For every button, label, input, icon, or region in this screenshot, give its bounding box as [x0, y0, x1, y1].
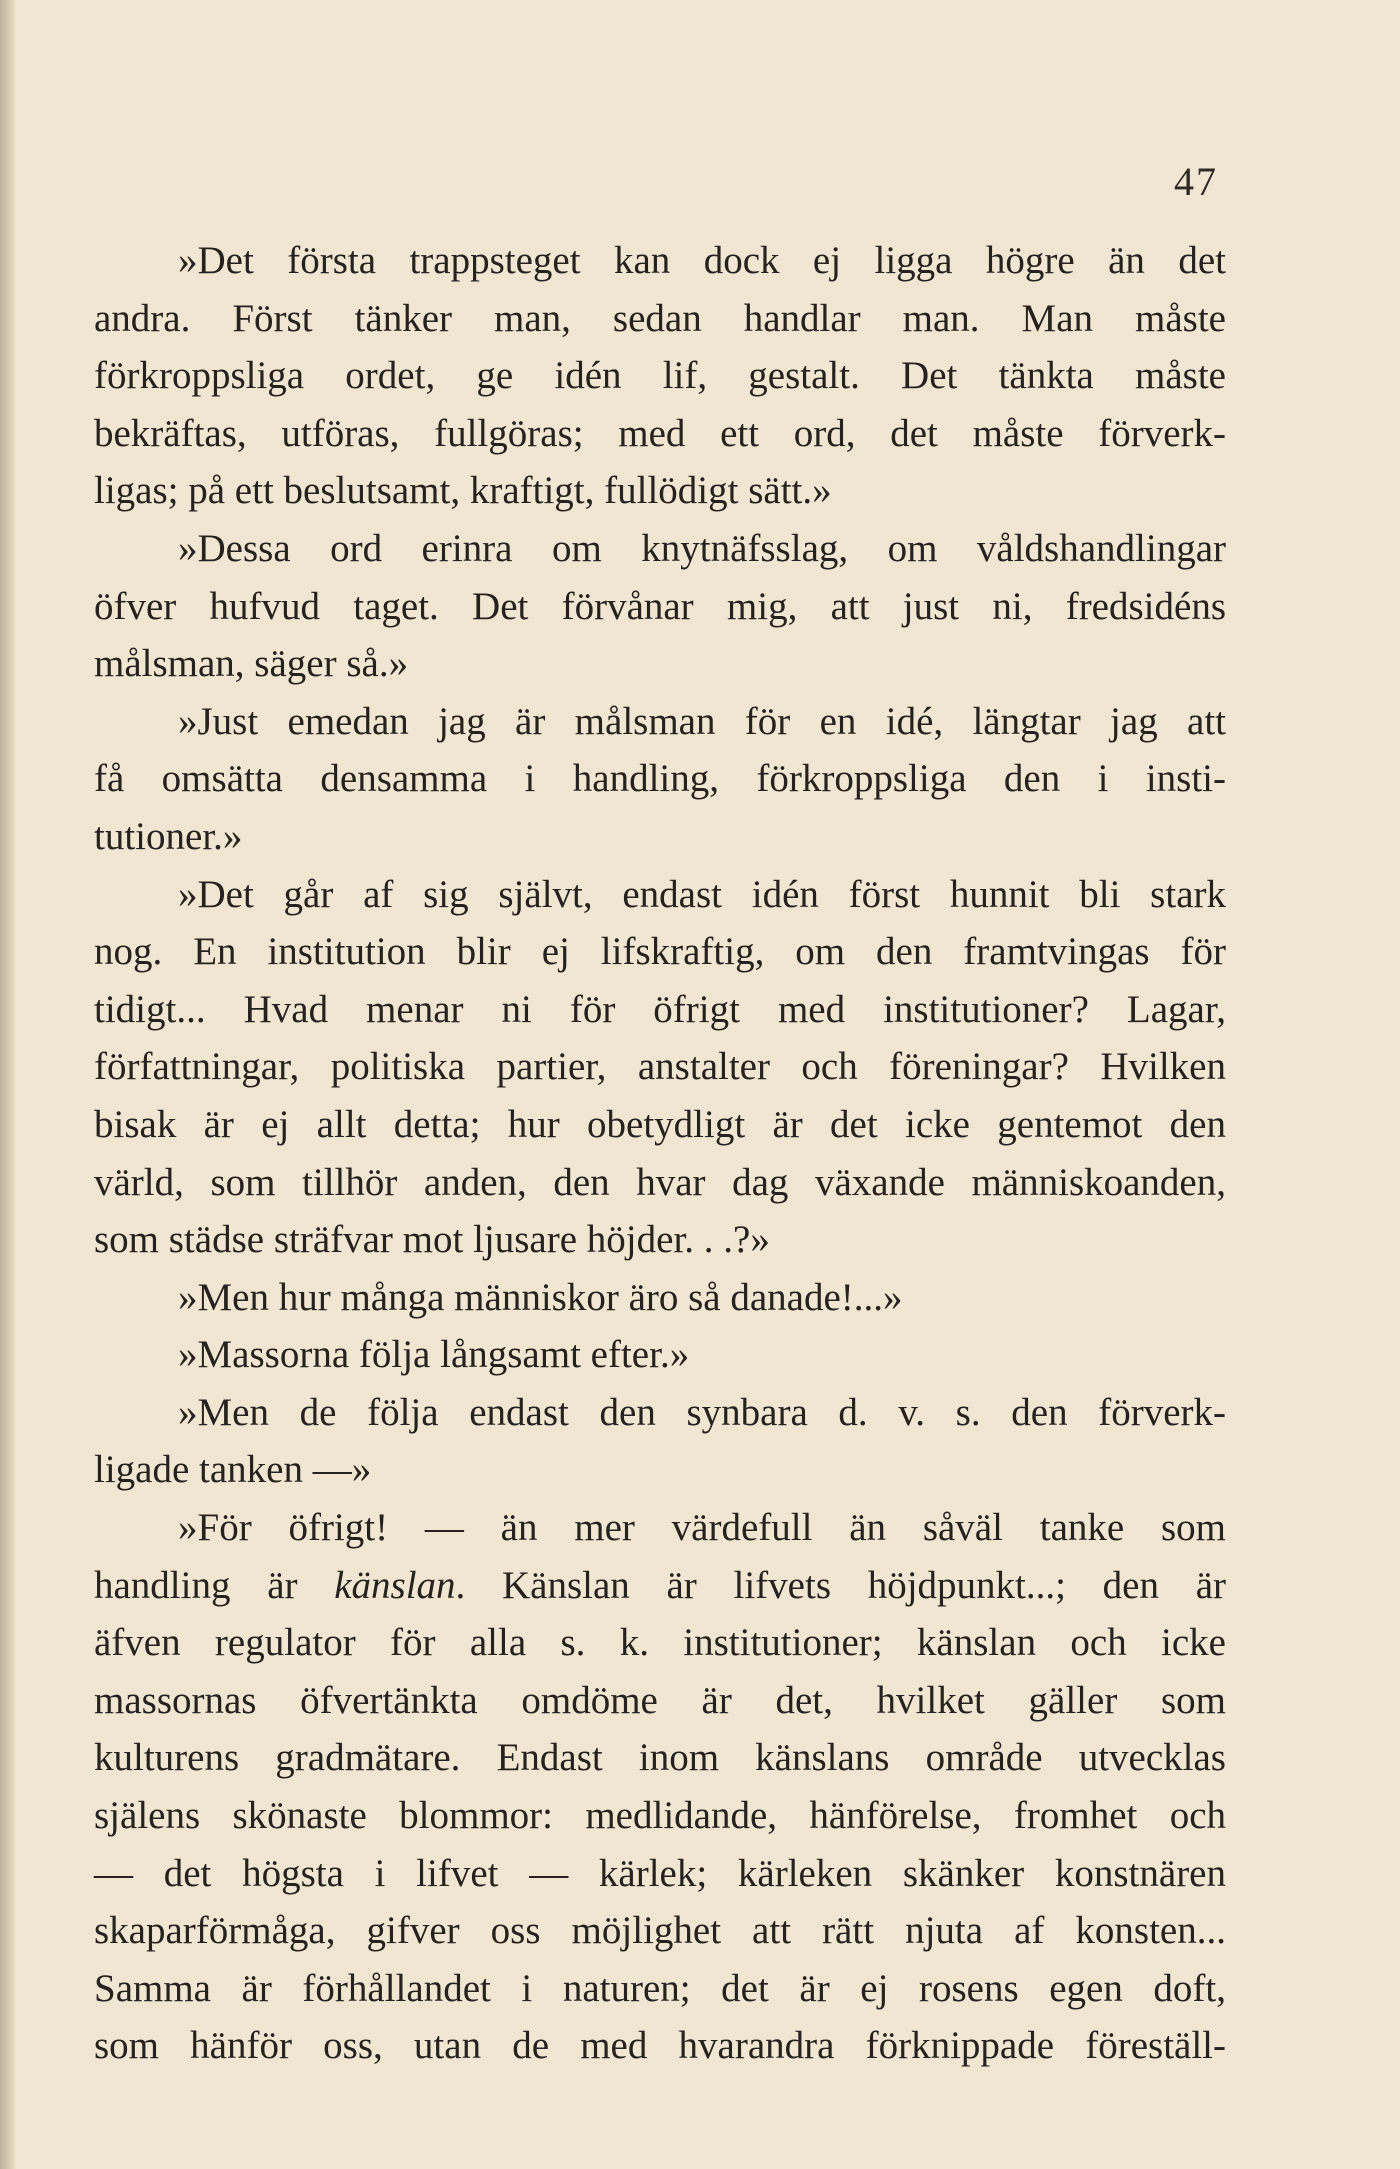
text-line: ligade tanken —» [94, 1448, 372, 1492]
text-line: »Men hur många människor äro så danade!...» [178, 1275, 903, 1319]
text-line: bisak är ej allt detta; hur obetydligt är det icke gentemot den [94, 1102, 1226, 1146]
text-line: »Men de följa endast den synbara d. v. s. den förverk- [178, 1390, 1226, 1434]
text-line: handling är känslan. Känslan är lifvets höjdpunkt...; den är [94, 1563, 1226, 1607]
text-line: »Massorna följa långsamt efter.» [178, 1333, 690, 1377]
text-line: författningar, politiska partier, anstalter och föreningar? Hvilken [94, 1045, 1226, 1089]
text-line: äfven regulator för alla s. k. institutioner; känslan och icke [94, 1621, 1226, 1665]
text-line: Samma är förhållandet i naturen; det är ej rosens egen doft, [94, 1966, 1226, 2010]
text-line: »Det går af sig självt, endast idén först hunnit bli stark [178, 872, 1226, 916]
text-line: »Dessa ord erinra om knytnäfsslag, om våldshandlingar [178, 526, 1226, 570]
text-line: massornas öfvertänkta omdöme är det, hvilket gäller som [94, 1678, 1226, 1722]
text-line: ligas; på ett beslutsamt, kraftigt, fullödigt sätt.» [94, 469, 832, 513]
text-line: tutioner.» [94, 814, 243, 858]
text-line: bekräftas, utföras, fullgöras; med ett ord, det måste förverk- [94, 411, 1226, 455]
text-line: målsman, säger så.» [94, 642, 409, 686]
text-line: kulturens gradmätare. Endast inom känslans område utvecklas [94, 1736, 1226, 1780]
text-line: få omsätta densamma i handling, förkroppsliga den i insti- [94, 757, 1226, 801]
text-line: »Just emedan jag är målsman för en idé, längtar jag att [178, 699, 1226, 743]
text-line: skaparförmåga, gifver oss möjlighet att rätt njuta af konsten... [94, 1909, 1226, 1953]
emphasis-text: känslan [334, 1563, 456, 1607]
text-line: förkroppsliga ordet, ge idén lif, gestalt. Det tänkta måste [94, 354, 1226, 398]
text-line: »Det första trappsteget kan dock ej ligga högre än det [178, 239, 1226, 282]
text-line: värld, som tillhör anden, den hvar dag växande människoanden, [94, 1160, 1226, 1204]
text-line: nog. En institution blir ej lifskraftig, om den framtvingas för [94, 930, 1226, 974]
text-line: själens skönaste blommor: medlidande, hänförelse, fromhet och [94, 1794, 1226, 1838]
page-number: 47 [1174, 159, 1218, 204]
text-line: öfver hufvud taget. Det förvånar mig, att just ni, fredsidéns [94, 584, 1226, 628]
body-text [94, 232, 1226, 2075]
text-line: tidigt... Hvad menar ni för öfrigt med institutioner? Lagar, [94, 987, 1226, 1031]
text-line: — det högsta i lifvet — kärlek; kärleken skänker konstnären [94, 1851, 1226, 1895]
text-line: som städse sträfvar mot ljusare höjder. . .?» [94, 1218, 770, 1262]
text-line: »För öfrigt! — än mer värdefull än såväl tanke som [178, 1506, 1226, 1550]
text-line: som hänför oss, utan de med hvarandra förknippade föreställ- [94, 2024, 1226, 2068]
page-binding-edge [0, 0, 16, 2169]
text-line: andra. Först tänker man, sedan handlar man. Man måste [94, 296, 1226, 340]
